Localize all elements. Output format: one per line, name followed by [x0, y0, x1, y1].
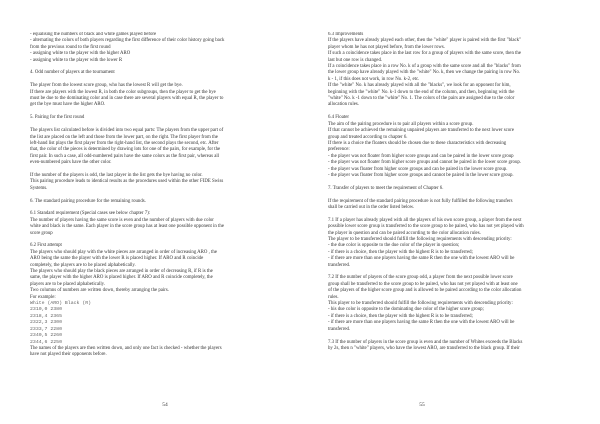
- text-line: - if there is a choice, then the player with the highest R is to be transferred;: [328, 249, 473, 255]
- text-line: by 2s, then n "white" players, who have the lowest ARO, are transferred to the black group. If their: [328, 345, 520, 351]
- text-line: k - 1, if this does not work, in row No. k-2, etc.: [328, 76, 420, 82]
- text-line: - if there are more than one players having the same R then the one with the lowest ARO will be: [328, 256, 515, 262]
- text-line: This pairing procedure leads to identical results as the procedures used within the other FIDE Swiss: [30, 179, 224, 185]
- text-line: possible lower score group is transferred to the score group to be paired, who has not yet played with: [328, 224, 524, 230]
- text-line: that, the color of the pieces is determined by drawing lots for one of the pairs, for example, for the: [30, 147, 221, 153]
- text-line: If that cannot be achieved the remaining unpaired players are transferred to the next lower score: [328, 128, 514, 134]
- text-line: For example:: [30, 294, 56, 300]
- text-line: Two columns of numbers are written down, thereby arranging the pairs.: [30, 288, 170, 294]
- text-line: The player from the lowest score group, who has the lowest R will get the bye.: [30, 83, 183, 89]
- text-line: allocation rules.: [328, 102, 359, 108]
- text-line: The aim of the pairing procedure is to pair all players within a score group.: [328, 121, 474, 127]
- text-line: If there are players with the lowest R, in both the color subgroups, then the player to get the bye: [30, 89, 216, 95]
- text-line: group shall be transferred to the score group to be paired, who has not yet played with at least one: [328, 281, 518, 287]
- text-line: - the player was not floater from higher score groups and cannot be paired in the lower score group.: [328, 160, 522, 166]
- table-line: 2340,5 2260: [30, 333, 62, 339]
- left-page-text: [30, 32, 288, 398]
- text-line: the lower group have already played with the "white" No. k, then we change the pairing in row No.: [328, 70, 521, 76]
- text-line: - alternating the colors of both players regarding the first difference of their color history going back: [30, 38, 225, 44]
- text-line: shall be carried out in the order listed below.: [328, 204, 415, 210]
- text-line: 7.2 If the number of players of the score group odd, a player from the next possible lower score: [328, 275, 513, 281]
- table-line: White (ARO) Black (R): [30, 301, 92, 307]
- text-line: If such a coincidence takes place in the last row for a group of players with the same score, then the: [328, 51, 522, 57]
- text-line: first pair. In such a case, all odd-numbered pairs have the same colors as the first pair, whereas all: [30, 153, 220, 159]
- text-line: ARO being the same the player with the lower R is placed higher. If ARO and R coincide: [30, 256, 204, 262]
- text-line: 4. Odd number of players at the tournament: [30, 70, 115, 76]
- text-line: even-numbered pairs have the other color.: [30, 160, 112, 166]
- right-page-text: [328, 32, 590, 398]
- text-line: transferred.: [328, 326, 351, 332]
- text-line: left-hand list plays the first player from the right-hand list, the second plays the second, etc. After: [30, 140, 219, 146]
- text-line: of the players of the higher score group and is allowed to be paired according to the color allocation: [328, 288, 522, 294]
- table-line: 2333,7 2280: [30, 326, 62, 332]
- text-line: beginning with the "white" No. k-1 down to the end of the column, and then, beginning with the: [328, 89, 515, 95]
- text-line: This player to be transferred should fulfill the following requirements with descending priority:: [328, 301, 513, 307]
- text-line: 6.3 Improvements: [328, 32, 364, 37]
- text-line: players are to be placed alphabetically.: [30, 281, 105, 287]
- text-line: completely, the players are to be placed alphabetically.: [30, 262, 136, 268]
- text-line: 6.4 Floater: [328, 115, 349, 121]
- text-line: the player in question and can be paired according to the color allocation rules.: [328, 230, 481, 236]
- text-line: If a coincidence takes place in a row No. k of a group with the same score and all the "blacks" from: [328, 64, 521, 70]
- text-line: last but one row is changed.: [328, 57, 383, 63]
- table-line: 2322,3 2300: [30, 320, 62, 326]
- text-line: - equalising the numbers of black and white games played before: [30, 32, 157, 37]
- text-line: 7.1 If a player has already played with all the players of his own score group, a player from the next: [328, 217, 522, 223]
- table-line: 2310,0 2380: [30, 307, 62, 313]
- text-line: - assigning white to the player with the lower R: [30, 57, 123, 63]
- text-line: score group: [30, 230, 53, 236]
- text-line: 6.2 First attempt: [30, 243, 62, 249]
- text-line: If the requirement of the standard pairing procedure is not fully fulfilled the following transfers: [328, 198, 513, 204]
- text-line: The players list calculated before is divided into two equal parts: The players from the upper part of: [30, 128, 224, 134]
- text-line: The players who should play the black pieces are arranged in order of decreasing R, if R is the: [30, 269, 213, 275]
- text-line: - if there are more than one players having the same R then the one with the lowest ARO will be: [328, 320, 515, 326]
- text-line: - his due color is opposite to the dominating due color of the higher score group;: [328, 307, 484, 313]
- text-line: 7. Transfer of players to meet the requirement of Chapter 6.: [328, 185, 444, 191]
- text-line: 5. Pairing for the first round: [30, 115, 85, 121]
- text-line: - if there is a choice, then the player with the highest R is to be transferred;: [328, 313, 473, 319]
- text-line: - assigning white to the player with the higher ARO: [30, 51, 131, 57]
- text-line: 7.3 If the number of players in the score group is even and the number of Whites exceeds the Blacks: [328, 339, 523, 345]
- text-line: must be due to the dominating color and in case there are several players with equal R, the player to: [30, 96, 224, 102]
- text-line: get the bye must have the higher ARO.: [30, 102, 106, 108]
- text-line: If the number of the players is odd, the last player in the list gets the bye having no color.: [30, 172, 203, 178]
- text-line: same, the player with the higher ARO is placed higher. If ARO and R coincide completely, the: [30, 275, 213, 281]
- text-line: - the player was floater from higher score groups and cannot be paired in the lower score group.: [328, 172, 514, 178]
- left-page-number: 54: [162, 402, 168, 408]
- right-page-number: 55: [419, 402, 425, 408]
- text-line: The player to be transferred should fulfill the following requirements with descending priority:: [328, 237, 512, 242]
- text-line: white and black is the same. Each player in the score group has at least one possible opponent in the: [30, 224, 224, 230]
- table-line: 2318,4 2365: [30, 313, 62, 319]
- text-line: transferred.: [328, 262, 351, 268]
- text-line: 6. The standard pairing procedure for the remaining rounds.: [30, 198, 146, 204]
- text-line: player whom he has not played before, from the lower rows.: [328, 44, 446, 50]
- text-line: group and treated according to chapter 6.: [328, 134, 408, 140]
- text-line: - the player was not floater from higher score groups and can be paired in the lower score group: [328, 153, 514, 159]
- text-line: from the previous round to the first round: [30, 44, 111, 50]
- text-line: Systems.: [30, 185, 48, 191]
- text-line: have not played their opponents before.: [30, 352, 107, 358]
- text-line: If the "white" No. k has already played with all the "blacks", we look for an opponent for him,: [328, 83, 511, 89]
- text-line: The number of players having the same score is even and the number of players with due color: [30, 217, 214, 223]
- text-line: 6.1 Standard requirement (Special cases see below chapter 7):: [30, 211, 151, 217]
- text-line: preference:: [328, 147, 350, 153]
- right-page: [300, 0, 600, 424]
- text-line: rules.: [328, 294, 339, 300]
- table-line: 2344,6 2250: [30, 339, 62, 345]
- text-line: "white" No. k -1 down to the "white" No. 1. The colors of the pairs are assigned due to the color: [328, 96, 515, 102]
- text-line: If the players have already played each other, then the "white" player is paired with the first "black": [328, 38, 522, 44]
- text-line: - the player was floater from higher score groups and can be paired in the lower score group.: [328, 166, 508, 172]
- text-line: The players who should play with the white pieces are arranged in order of increasing ARO , the: [30, 249, 217, 255]
- text-line: - the due color is opposite to the due color of the player in question;: [328, 243, 460, 249]
- text-line: If there is a choice the floaters should be chosen due to these characteristics with decreasing: [328, 140, 507, 146]
- text-line: The names of the players are then written down, and only one fact is checked - whether the players: [30, 345, 222, 351]
- text-line: the list are placed on the left and those from the lower part, on the right. The first player from the: [30, 134, 218, 140]
